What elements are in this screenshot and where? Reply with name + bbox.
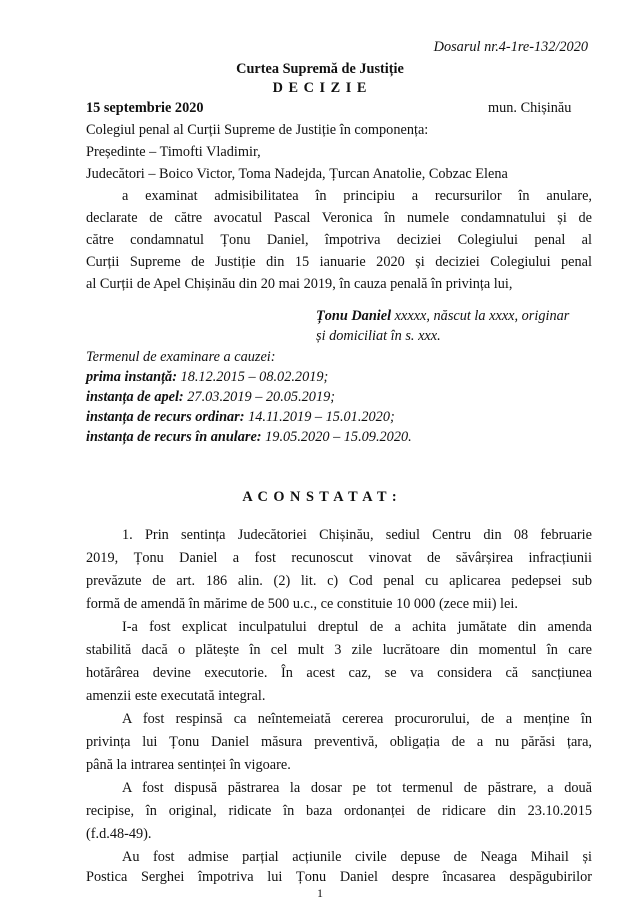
- term-appeal: [86, 388, 335, 406]
- composition-president: Președinte – Timofti Vladimir,: [86, 144, 261, 160]
- p4-line-1: A fost dispusă păstrarea la dosar pe tot termenul de păstrare, a două: [122, 780, 592, 796]
- examined-line-5: al Curții de Apel Chișinău din 20 mai 2019, în cauza penală în privința lui,: [86, 276, 513, 292]
- p1-line-3: prevăzute de art. 186 alin. (2) lit. c) Cod penal cu aplicarea pedepsei sub: [86, 573, 592, 589]
- decision-date: 15 septembrie 2020: [86, 100, 204, 116]
- composition-judges: Judecători – Boico Victor, Toma Nadejda, Țurcan Anatolie, Cobzac Elena: [86, 166, 508, 182]
- p1-line-2: 2019, Țonu Daniel a fost recunoscut vinovat de săvârșirea infracțiunii: [86, 550, 592, 566]
- term-label: instanța de recurs în anulare:: [86, 429, 262, 445]
- examined-line-1: a examinat admisibilitatea în principiu a recursurilor în anulare,: [122, 188, 592, 204]
- p2-line-1: I-a fost explicat inculpatului dreptul de a achita jumătate din amenda: [122, 619, 592, 635]
- p5-line-2: Postica Serghei împotriva lui Țonu Daniel despre încasarea despăgubirilor: [86, 869, 592, 885]
- p2-line-3: hotărârea devine executorie. În acest caz, se va considera că sancțiunea: [86, 665, 592, 681]
- examined-line-3: către condamnatul Țonu Daniel, împotriva deciziei Colegiului penal al: [86, 232, 592, 248]
- section-title: A C O N S T A T A T :: [242, 489, 398, 505]
- examined-line-4: Curții Supreme de Justiție din 15 ianuarie 2020 și deciziei Colegiului penal: [86, 254, 592, 270]
- p3-line-1: A fost respinsă ca neîntemeiată cererea procurorului, de a menține în: [122, 711, 592, 727]
- composition-intro: Colegiul penal al Curții Supreme de Justiție în componența:: [86, 122, 429, 138]
- terms-title: Termenul de examinare a cauzei:: [86, 349, 276, 365]
- p4-line-2: recipise, în original, ridicate în baza ordonanței de ridicare din 23.10.2015: [86, 803, 592, 819]
- page-number: 1: [317, 886, 323, 900]
- defendant-line-1: [316, 307, 569, 325]
- p4-line-3: (f.d.48-49).: [86, 826, 152, 842]
- p3-line-2: privința lui Țonu Daniel măsura preventivă, obligația de a nu părăsi țara,: [86, 734, 592, 750]
- term-value: 18.12.2015 – 08.02.2019;: [176, 369, 329, 385]
- p2-line-4: amenzii este executată integral.: [86, 688, 266, 704]
- p2-line-2: stabilită dacă o plătește în cel mult 3 zile lucrătoare din momentul în care: [86, 642, 592, 658]
- term-ordinary-appeal: [86, 408, 395, 426]
- p5-line-1: Au fost admise parțial acțiunile civile depuse de Neaga Mihail și: [122, 849, 592, 865]
- p1-line-4: formă de amendă în mărime de 500 u.c., ce constituie 10 000 (zece mii) lei.: [86, 596, 518, 612]
- case-number: Dosarul nr.4-1re-132/2020: [433, 39, 588, 55]
- term-value: 27.03.2019 – 20.05.2019;: [183, 389, 336, 405]
- term-label: prima instanță:: [86, 369, 177, 385]
- term-value: 19.05.2020 – 15.09.2020.: [261, 429, 412, 445]
- term-first-instance: [86, 368, 328, 386]
- term-value: 14.11.2019 – 15.01.2020;: [244, 409, 395, 425]
- document-title: D E C I Z I E: [272, 80, 368, 96]
- court-name: Curtea Supremă de Justiție: [236, 61, 404, 77]
- defendant-details: xxxxx, născut la xxxx, originar: [391, 308, 570, 324]
- p1-line-1: 1. Prin sentința Judecătoriei Chișinău, sediul Centru din 08 februarie: [122, 527, 592, 543]
- term-annulment-appeal: [86, 428, 412, 446]
- term-label: instanța de recurs ordinar:: [86, 409, 245, 425]
- defendant-name: Țonu Daniel: [316, 308, 392, 324]
- term-label: instanța de apel:: [86, 389, 184, 405]
- p3-line-3: până la intrarea sentinței în vigoare.: [86, 757, 291, 773]
- defendant-line-2: și domiciliat în s. xxx.: [316, 328, 441, 344]
- examined-line-2: declarate de către avocatul Pascal Veronica în numele condamnatului și de: [86, 210, 592, 226]
- decision-city: mun. Chișinău: [488, 100, 572, 116]
